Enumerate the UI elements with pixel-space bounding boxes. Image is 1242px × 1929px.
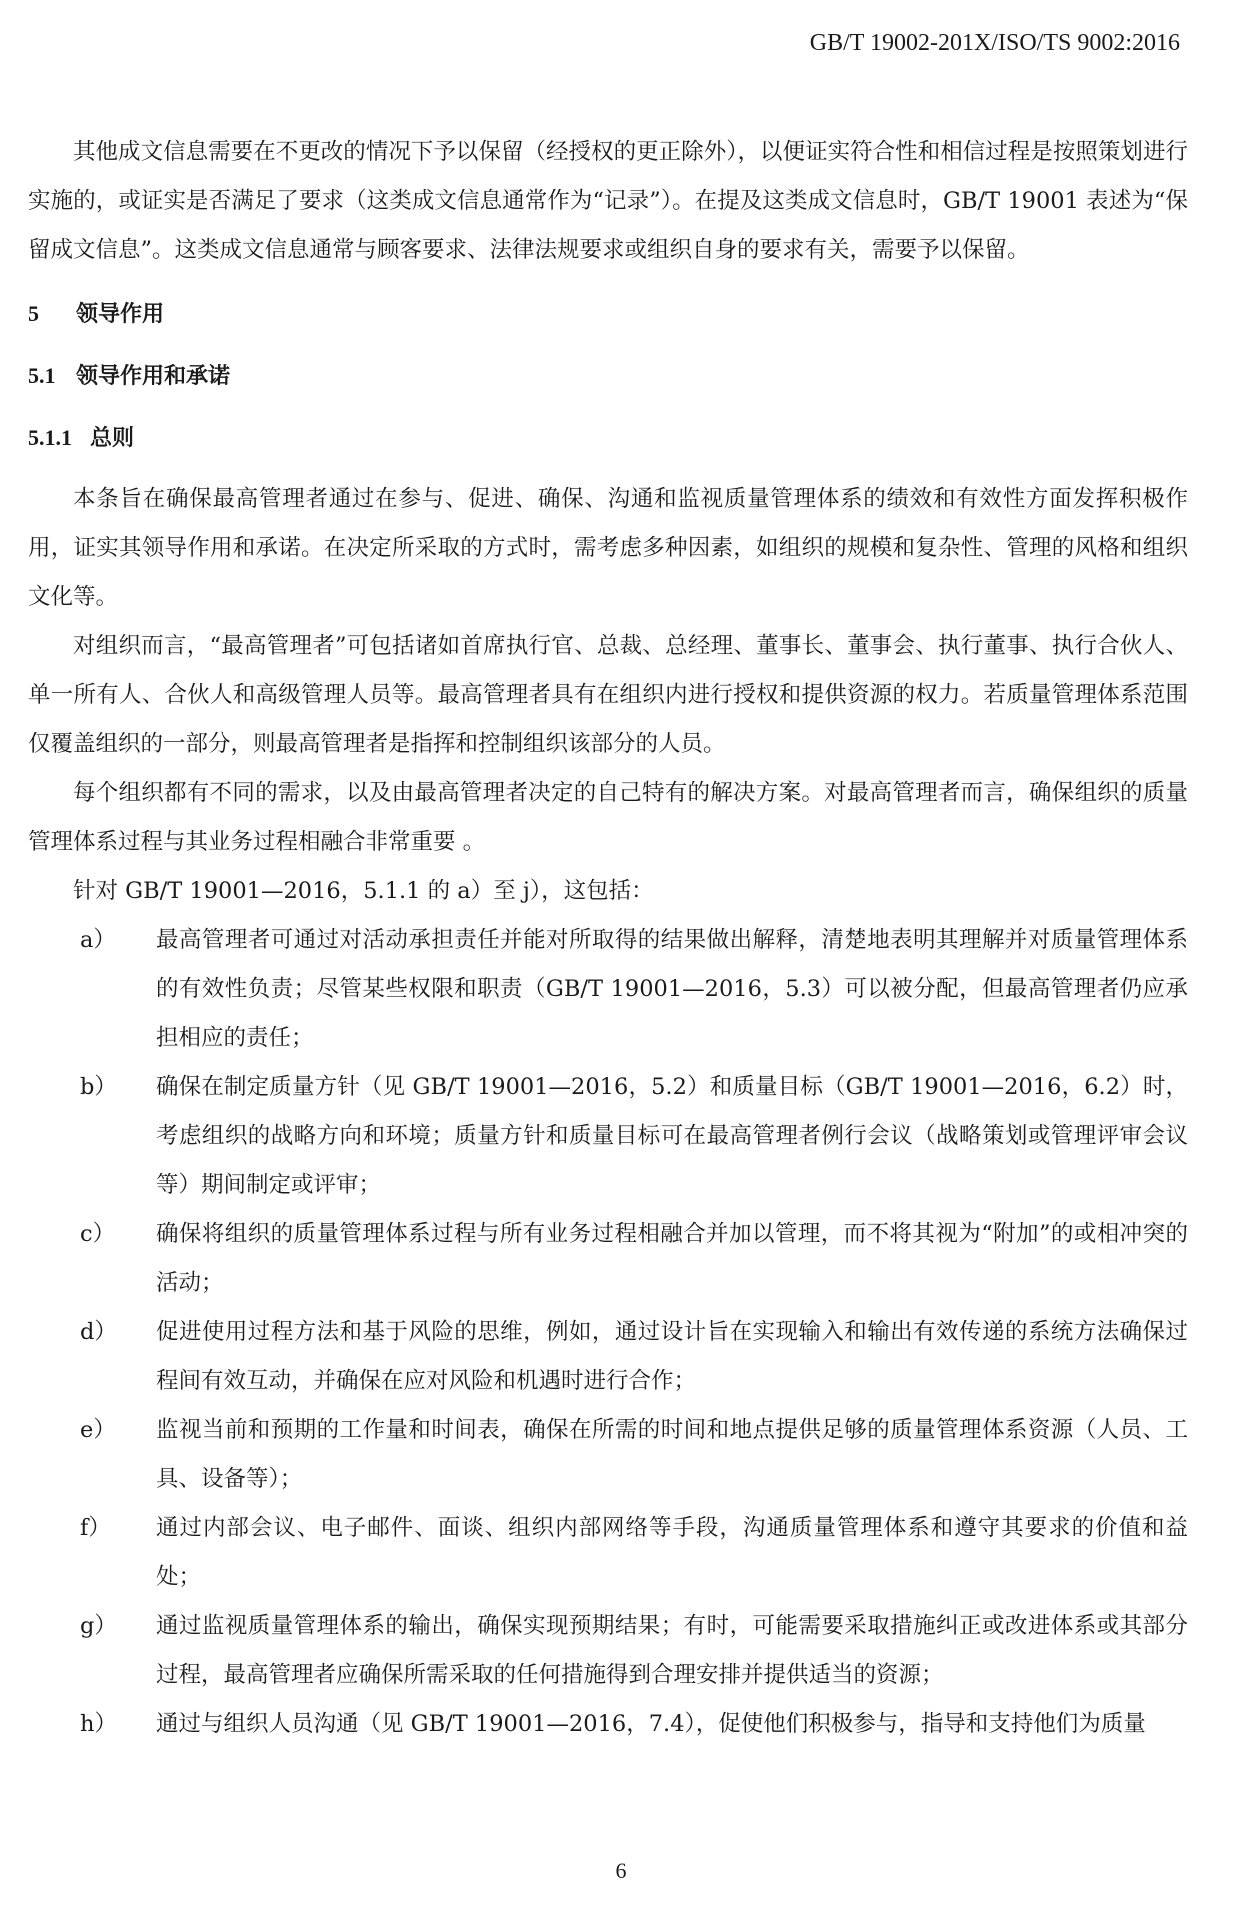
section-title: 领导作用和承诺	[76, 364, 231, 389]
list-item	[28, 1602, 1188, 1700]
list-item-label: h）	[80, 1711, 117, 1737]
section-title: 领导作用	[76, 302, 165, 327]
section-number: 5.1	[28, 363, 56, 388]
list-item	[28, 1063, 1188, 1210]
paragraph: 针对 GB/T 19001—2016，5.1.1 的 a）至 j），这包括：	[73, 878, 654, 904]
document-body	[28, 128, 1188, 1749]
list-item-label: d）	[80, 1319, 117, 1345]
document-code-header: GB/T 19002-201X/ISO/TS 9002:2016	[809, 30, 1180, 56]
list-item-text: 通过内部会议、电子邮件、面谈、组织内部网络等手段，沟通质量管理体系和遵守其要求的价值和益处；	[156, 1515, 1188, 1590]
list-item	[28, 1210, 1188, 1308]
paragraph: 对组织而言，“最高管理者”可包括诸如首席执行官、总裁、总经理、董事长、董事会、执行董事、执行合伙人、单一所有人、合伙人和高级管理人员等。最高管理者具有在组织内进行授权和提供资源的权力。若质量管理体系范围仅覆盖组织的一部分，则最高管理者是指挥和控制组织该部分的人员。	[28, 633, 1188, 757]
section-number: 5	[28, 301, 39, 326]
section-5-1-heading	[28, 351, 1188, 401]
section-number: 5.1.1	[28, 425, 72, 450]
intro-paragraph: 其他成文信息需要在不更改的情况下予以保留（经授权的更正除外），以便证实符合性和相信过程是按照策划进行实施的，或证实是否满足了要求（这类成文信息通常作为“记录”）。在提及这类成文信息时，GB/T 19001 表述为“保留成文信息”。这类成文信息通常与顾客要求、法律法规要求或组织自身的要求有关，需要予以保留。	[28, 139, 1188, 263]
list-item	[28, 1504, 1188, 1602]
list-item-text: 通过监视质量管理体系的输出，确保实现预期结果；有时，可能需要采取措施纠正或改进体系或其部分过程，最高管理者应确保所需采取的任何措施得到合理安排并提供适当的资源；	[156, 1613, 1188, 1688]
list-item	[28, 916, 1188, 1063]
list-item-label: c）	[80, 1221, 116, 1247]
page-number: 6	[615, 1858, 627, 1883]
paragraph: 每个组织都有不同的需求，以及由最高管理者决定的自己特有的解决方案。对最高管理者而言，确保组织的质量管理体系过程与其业务过程相融合非常重要 。	[28, 780, 1188, 855]
section-5-1-1-heading	[28, 413, 1188, 463]
list-item-label: f）	[80, 1515, 111, 1541]
list-item-text: 确保将组织的质量管理体系过程与所有业务过程相融合并加以管理，而不将其视为“附加”的或相冲突的活动；	[156, 1221, 1188, 1296]
list-item-label: g）	[80, 1613, 117, 1639]
list-item	[28, 1406, 1188, 1504]
list-item-label: a）	[80, 927, 116, 953]
paragraph: 本条旨在确保最高管理者通过在参与、促进、确保、沟通和监视质量管理体系的绩效和有效性方面发挥积极作用，证实其领导作用和承诺。在决定所采取的方式时，需考虑多种因素，如组织的规模和复杂性、管理的风格和组织文化等。	[28, 486, 1188, 610]
section-title: 总则	[90, 426, 135, 451]
list-item-text: 最高管理者可通过对活动承担责任并能对所取得的结果做出解释，清楚地表明其理解并对质量管理体系的有效性负责；尽管某些权限和职责（GB/T 19001—2016，5.3）可以被分配，但最高管理者仍应承担相应的责任；	[156, 927, 1188, 1051]
list-item	[28, 1308, 1188, 1406]
list-item-text: 监视当前和预期的工作量和时间表，确保在所需的时间和地点提供足够的质量管理体系资源（人员、工具、设备等）；	[156, 1417, 1188, 1492]
list-item-text: 通过与组织人员沟通（见 GB/T 19001—2016，7.4），促使他们积极参与，指导和支持他们为质量	[156, 1711, 1146, 1737]
list-item-text: 确保在制定质量方针（见 GB/T 19001—2016，5.2）和质量目标（GB/T 19001—2016，6.2）时，考虑组织的战略方向和环境；质量方针和质量目标可在最高管理者例行会议（战略策划或管理评审会议等）期间制定或评审；	[156, 1074, 1188, 1198]
list-item-label: b）	[80, 1074, 117, 1100]
list-item-label: e）	[80, 1417, 116, 1443]
list-item-text: 促进使用过程方法和基于风险的思维，例如，通过设计旨在实现输入和输出有效传递的系统方法确保过程间有效互动，并确保在应对风险和机遇时进行合作；	[156, 1319, 1188, 1394]
list-item	[28, 1700, 1188, 1749]
section-5-heading	[28, 289, 1188, 339]
